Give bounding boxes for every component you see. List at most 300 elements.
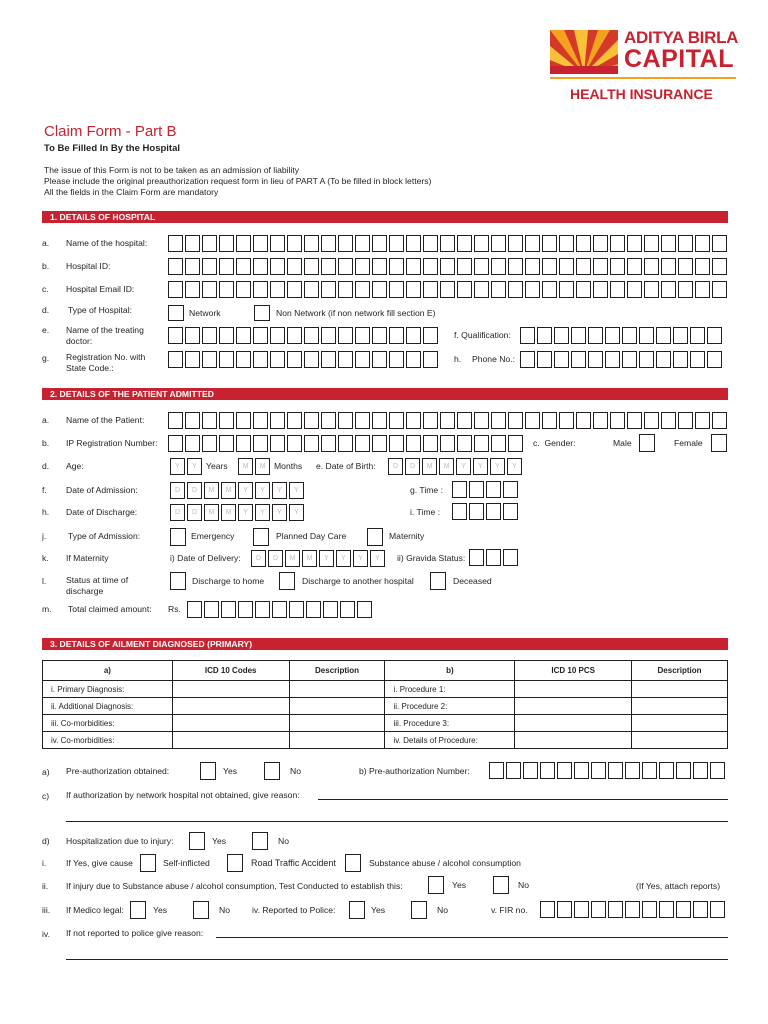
char-box[interactable] bbox=[557, 762, 572, 779]
char-box[interactable] bbox=[219, 235, 234, 252]
char-box[interactable] bbox=[219, 281, 234, 298]
char-box[interactable] bbox=[272, 601, 287, 618]
char-box[interactable]: M bbox=[238, 458, 253, 475]
char-box[interactable]: D bbox=[187, 504, 202, 521]
char-box[interactable] bbox=[576, 235, 591, 252]
reason-line-1[interactable] bbox=[318, 799, 728, 800]
char-box[interactable] bbox=[168, 435, 183, 452]
char-box[interactable] bbox=[593, 235, 608, 252]
char-box[interactable] bbox=[678, 281, 693, 298]
char-box[interactable] bbox=[372, 435, 387, 452]
char-box[interactable] bbox=[185, 327, 200, 344]
char-box[interactable] bbox=[559, 412, 574, 429]
char-box[interactable] bbox=[219, 258, 234, 275]
police-reason-line-1[interactable] bbox=[216, 937, 728, 938]
char-box[interactable] bbox=[474, 235, 489, 252]
char-box[interactable] bbox=[457, 435, 472, 452]
hospital-email-boxes[interactable] bbox=[168, 281, 729, 298]
char-box[interactable] bbox=[389, 412, 404, 429]
road-accident-checkbox[interactable] bbox=[227, 854, 243, 872]
test-yes-checkbox[interactable] bbox=[428, 876, 444, 894]
icd10pcs-cell[interactable] bbox=[515, 732, 632, 749]
char-box[interactable]: D bbox=[170, 482, 185, 499]
char-box[interactable] bbox=[656, 327, 671, 344]
char-box[interactable]: D bbox=[187, 482, 202, 499]
char-box[interactable] bbox=[503, 481, 518, 498]
char-box[interactable] bbox=[304, 435, 319, 452]
network-checkbox[interactable] bbox=[168, 305, 184, 321]
char-box[interactable] bbox=[661, 258, 676, 275]
male-checkbox[interactable] bbox=[639, 434, 655, 452]
char-box[interactable]: D bbox=[405, 458, 420, 475]
char-box[interactable] bbox=[712, 281, 727, 298]
char-box[interactable] bbox=[693, 762, 708, 779]
char-box[interactable] bbox=[542, 412, 557, 429]
char-box[interactable] bbox=[627, 235, 642, 252]
char-box[interactable] bbox=[270, 281, 285, 298]
injury-yes-checkbox[interactable] bbox=[189, 832, 205, 850]
char-box[interactable] bbox=[491, 258, 506, 275]
emergency-checkbox[interactable] bbox=[170, 528, 186, 546]
char-box[interactable] bbox=[236, 258, 251, 275]
char-box[interactable] bbox=[270, 327, 285, 344]
char-box[interactable] bbox=[253, 412, 268, 429]
char-box[interactable] bbox=[389, 235, 404, 252]
char-box[interactable] bbox=[219, 412, 234, 429]
claimed-amount-boxes[interactable] bbox=[187, 601, 374, 618]
char-box[interactable] bbox=[323, 601, 338, 618]
char-box[interactable] bbox=[491, 412, 506, 429]
char-box[interactable] bbox=[457, 235, 472, 252]
gravida-boxes[interactable] bbox=[469, 549, 520, 566]
char-box[interactable] bbox=[503, 549, 518, 566]
char-box[interactable] bbox=[673, 351, 688, 368]
char-box[interactable] bbox=[520, 327, 535, 344]
medico-legal-yes-checkbox[interactable] bbox=[130, 901, 146, 919]
char-box[interactable] bbox=[690, 351, 705, 368]
maternity-checkbox[interactable] bbox=[367, 528, 383, 546]
char-box[interactable] bbox=[678, 235, 693, 252]
char-box[interactable] bbox=[440, 258, 455, 275]
char-box[interactable] bbox=[338, 258, 353, 275]
char-box[interactable] bbox=[525, 281, 540, 298]
char-box[interactable] bbox=[168, 327, 183, 344]
char-box[interactable] bbox=[622, 351, 637, 368]
char-box[interactable] bbox=[627, 281, 642, 298]
char-box[interactable] bbox=[486, 549, 501, 566]
char-box[interactable] bbox=[185, 235, 200, 252]
char-box[interactable] bbox=[571, 327, 586, 344]
char-box[interactable] bbox=[707, 327, 722, 344]
registration-boxes[interactable] bbox=[168, 351, 440, 368]
char-box[interactable] bbox=[406, 235, 421, 252]
char-box[interactable] bbox=[474, 412, 489, 429]
char-box[interactable] bbox=[236, 435, 251, 452]
char-box[interactable] bbox=[306, 601, 321, 618]
char-box[interactable] bbox=[338, 351, 353, 368]
char-box[interactable] bbox=[676, 762, 691, 779]
char-box[interactable] bbox=[710, 901, 725, 918]
injury-no-checkbox[interactable] bbox=[252, 832, 268, 850]
char-box[interactable] bbox=[253, 351, 268, 368]
char-box[interactable] bbox=[695, 412, 710, 429]
char-box[interactable]: M bbox=[285, 550, 300, 567]
char-box[interactable] bbox=[321, 281, 336, 298]
char-box[interactable] bbox=[355, 351, 370, 368]
char-box[interactable] bbox=[627, 412, 642, 429]
char-box[interactable] bbox=[644, 258, 659, 275]
char-box[interactable] bbox=[340, 601, 355, 618]
char-box[interactable] bbox=[372, 281, 387, 298]
char-box[interactable] bbox=[610, 235, 625, 252]
char-box[interactable] bbox=[372, 258, 387, 275]
substance-abuse-checkbox[interactable] bbox=[345, 854, 361, 872]
char-box[interactable]: Y bbox=[289, 504, 304, 521]
doctor-name-boxes[interactable] bbox=[168, 327, 440, 344]
char-box[interactable]: M bbox=[221, 482, 236, 499]
police-no-checkbox[interactable] bbox=[411, 901, 427, 919]
char-box[interactable] bbox=[506, 762, 521, 779]
char-box[interactable] bbox=[202, 351, 217, 368]
char-box[interactable] bbox=[357, 601, 372, 618]
char-box[interactable] bbox=[588, 327, 603, 344]
char-box[interactable] bbox=[287, 412, 302, 429]
char-box[interactable] bbox=[559, 235, 574, 252]
char-box[interactable] bbox=[644, 412, 659, 429]
char-box[interactable] bbox=[520, 351, 535, 368]
char-box[interactable] bbox=[287, 258, 302, 275]
admission-date-boxes[interactable] bbox=[170, 482, 306, 499]
char-box[interactable] bbox=[661, 235, 676, 252]
char-box[interactable] bbox=[168, 235, 183, 252]
char-box[interactable]: Y bbox=[370, 550, 385, 567]
char-box[interactable] bbox=[642, 762, 657, 779]
char-box[interactable]: M bbox=[204, 482, 219, 499]
char-box[interactable] bbox=[593, 281, 608, 298]
char-box[interactable] bbox=[221, 601, 236, 618]
char-box[interactable] bbox=[338, 235, 353, 252]
char-box[interactable] bbox=[542, 258, 557, 275]
age-months-boxes[interactable] bbox=[238, 458, 272, 475]
char-box[interactable] bbox=[540, 901, 555, 918]
char-box[interactable] bbox=[627, 258, 642, 275]
medico-legal-no-checkbox[interactable] bbox=[193, 901, 209, 919]
char-box[interactable] bbox=[304, 327, 319, 344]
description-cell[interactable] bbox=[289, 732, 385, 749]
char-box[interactable] bbox=[489, 762, 504, 779]
char-box[interactable] bbox=[168, 412, 183, 429]
char-box[interactable]: D bbox=[268, 550, 283, 567]
char-box[interactable] bbox=[321, 412, 336, 429]
char-box[interactable] bbox=[622, 327, 637, 344]
char-box[interactable]: Y bbox=[456, 458, 471, 475]
char-box[interactable]: Y bbox=[473, 458, 488, 475]
hospital-name-boxes[interactable] bbox=[168, 235, 729, 252]
preauth-yes-checkbox[interactable] bbox=[200, 762, 216, 780]
char-box[interactable] bbox=[508, 435, 523, 452]
char-box[interactable] bbox=[559, 281, 574, 298]
char-box[interactable] bbox=[707, 351, 722, 368]
discharge-home-checkbox[interactable] bbox=[170, 572, 186, 590]
preauth-number-boxes[interactable] bbox=[489, 762, 727, 779]
char-box[interactable] bbox=[610, 412, 625, 429]
char-box[interactable] bbox=[639, 327, 654, 344]
char-box[interactable] bbox=[644, 235, 659, 252]
char-box[interactable] bbox=[406, 412, 421, 429]
char-box[interactable] bbox=[202, 327, 217, 344]
char-box[interactable] bbox=[588, 351, 603, 368]
char-box[interactable] bbox=[219, 327, 234, 344]
char-box[interactable] bbox=[469, 503, 484, 520]
char-box[interactable] bbox=[372, 412, 387, 429]
char-box[interactable] bbox=[270, 258, 285, 275]
char-box[interactable] bbox=[355, 258, 370, 275]
char-box[interactable] bbox=[457, 281, 472, 298]
char-box[interactable] bbox=[321, 258, 336, 275]
char-box[interactable]: Y bbox=[272, 504, 287, 521]
char-box[interactable] bbox=[304, 258, 319, 275]
char-box[interactable] bbox=[406, 281, 421, 298]
char-box[interactable]: Y bbox=[170, 458, 185, 475]
char-box[interactable] bbox=[253, 327, 268, 344]
char-box[interactable] bbox=[406, 327, 421, 344]
char-box[interactable] bbox=[338, 327, 353, 344]
char-box[interactable] bbox=[270, 235, 285, 252]
icd10-cell[interactable] bbox=[172, 681, 289, 698]
char-box[interactable] bbox=[525, 235, 540, 252]
description-cell[interactable] bbox=[632, 732, 728, 749]
char-box[interactable] bbox=[542, 281, 557, 298]
char-box[interactable] bbox=[389, 435, 404, 452]
char-box[interactable] bbox=[571, 351, 586, 368]
phone-boxes[interactable] bbox=[520, 351, 724, 368]
char-box[interactable]: Y bbox=[255, 504, 270, 521]
char-box[interactable] bbox=[202, 412, 217, 429]
char-box[interactable] bbox=[321, 235, 336, 252]
char-box[interactable] bbox=[661, 281, 676, 298]
char-box[interactable] bbox=[608, 901, 623, 918]
admission-time-boxes[interactable] bbox=[452, 481, 520, 498]
char-box[interactable] bbox=[537, 351, 552, 368]
char-box[interactable] bbox=[253, 258, 268, 275]
char-box[interactable] bbox=[423, 327, 438, 344]
char-box[interactable] bbox=[642, 901, 657, 918]
char-box[interactable] bbox=[491, 281, 506, 298]
char-box[interactable] bbox=[406, 351, 421, 368]
char-box[interactable] bbox=[676, 901, 691, 918]
self-inflicted-checkbox[interactable] bbox=[140, 854, 156, 872]
char-box[interactable] bbox=[168, 351, 183, 368]
char-box[interactable]: M bbox=[302, 550, 317, 567]
planned-day-care-checkbox[interactable] bbox=[253, 528, 269, 546]
char-box[interactable] bbox=[338, 412, 353, 429]
char-box[interactable]: Y bbox=[507, 458, 522, 475]
char-box[interactable]: D bbox=[251, 550, 266, 567]
char-box[interactable] bbox=[287, 435, 302, 452]
char-box[interactable] bbox=[659, 901, 674, 918]
char-box[interactable] bbox=[202, 235, 217, 252]
deceased-checkbox[interactable] bbox=[430, 572, 446, 590]
char-box[interactable] bbox=[187, 601, 202, 618]
char-box[interactable] bbox=[690, 327, 705, 344]
char-box[interactable] bbox=[508, 281, 523, 298]
char-box[interactable] bbox=[554, 351, 569, 368]
char-box[interactable]: Y bbox=[255, 482, 270, 499]
char-box[interactable] bbox=[202, 258, 217, 275]
char-box[interactable] bbox=[270, 435, 285, 452]
char-box[interactable] bbox=[710, 762, 725, 779]
char-box[interactable] bbox=[695, 258, 710, 275]
char-box[interactable] bbox=[389, 281, 404, 298]
char-box[interactable] bbox=[372, 351, 387, 368]
discharge-date-boxes[interactable] bbox=[170, 504, 306, 521]
char-box[interactable]: D bbox=[170, 504, 185, 521]
char-box[interactable]: M bbox=[439, 458, 454, 475]
char-box[interactable] bbox=[168, 281, 183, 298]
char-box[interactable] bbox=[605, 327, 620, 344]
char-box[interactable] bbox=[372, 235, 387, 252]
char-box[interactable] bbox=[289, 601, 304, 618]
char-box[interactable] bbox=[440, 235, 455, 252]
char-box[interactable] bbox=[355, 235, 370, 252]
char-box[interactable] bbox=[389, 258, 404, 275]
char-box[interactable] bbox=[236, 351, 251, 368]
char-box[interactable] bbox=[452, 481, 467, 498]
fir-number-boxes[interactable] bbox=[540, 901, 727, 918]
char-box[interactable] bbox=[712, 412, 727, 429]
char-box[interactable]: Y bbox=[238, 482, 253, 499]
qualification-boxes[interactable] bbox=[520, 327, 724, 344]
char-box[interactable] bbox=[605, 351, 620, 368]
char-box[interactable] bbox=[270, 351, 285, 368]
char-box[interactable] bbox=[452, 503, 467, 520]
char-box[interactable] bbox=[338, 281, 353, 298]
char-box[interactable] bbox=[608, 762, 623, 779]
test-no-checkbox[interactable] bbox=[493, 876, 509, 894]
char-box[interactable] bbox=[591, 762, 606, 779]
char-box[interactable] bbox=[236, 327, 251, 344]
char-box[interactable] bbox=[542, 235, 557, 252]
char-box[interactable] bbox=[625, 901, 640, 918]
dob-boxes[interactable] bbox=[388, 458, 524, 475]
char-box[interactable] bbox=[474, 435, 489, 452]
char-box[interactable] bbox=[554, 327, 569, 344]
description-cell[interactable] bbox=[632, 698, 728, 715]
char-box[interactable] bbox=[255, 601, 270, 618]
char-box[interactable] bbox=[304, 235, 319, 252]
preauth-no-checkbox[interactable] bbox=[264, 762, 280, 780]
char-box[interactable] bbox=[355, 435, 370, 452]
char-box[interactable]: M bbox=[221, 504, 236, 521]
delivery-date-boxes[interactable] bbox=[251, 550, 387, 567]
char-box[interactable] bbox=[238, 601, 253, 618]
char-box[interactable] bbox=[236, 235, 251, 252]
char-box[interactable] bbox=[503, 503, 518, 520]
char-box[interactable]: Y bbox=[336, 550, 351, 567]
char-box[interactable] bbox=[423, 435, 438, 452]
icd10-cell[interactable] bbox=[172, 732, 289, 749]
char-box[interactable]: Y bbox=[319, 550, 334, 567]
char-box[interactable] bbox=[270, 412, 285, 429]
char-box[interactable] bbox=[355, 412, 370, 429]
char-box[interactable] bbox=[440, 435, 455, 452]
char-box[interactable]: D bbox=[388, 458, 403, 475]
char-box[interactable] bbox=[469, 549, 484, 566]
icd10-cell[interactable] bbox=[172, 715, 289, 732]
char-box[interactable] bbox=[406, 435, 421, 452]
char-box[interactable] bbox=[185, 435, 200, 452]
char-box[interactable]: Y bbox=[187, 458, 202, 475]
char-box[interactable] bbox=[219, 435, 234, 452]
char-box[interactable] bbox=[253, 435, 268, 452]
police-reason-line-2[interactable] bbox=[66, 959, 728, 960]
char-box[interactable] bbox=[185, 258, 200, 275]
char-box[interactable] bbox=[486, 503, 501, 520]
char-box[interactable] bbox=[593, 258, 608, 275]
char-box[interactable] bbox=[304, 412, 319, 429]
char-box[interactable] bbox=[406, 258, 421, 275]
char-box[interactable] bbox=[574, 762, 589, 779]
char-box[interactable]: Y bbox=[353, 550, 368, 567]
char-box[interactable] bbox=[321, 351, 336, 368]
char-box[interactable] bbox=[491, 235, 506, 252]
char-box[interactable] bbox=[389, 327, 404, 344]
char-box[interactable] bbox=[678, 258, 693, 275]
char-box[interactable] bbox=[525, 258, 540, 275]
char-box[interactable] bbox=[202, 281, 217, 298]
char-box[interactable] bbox=[593, 412, 608, 429]
char-box[interactable] bbox=[287, 327, 302, 344]
reason-line-2[interactable] bbox=[66, 821, 728, 822]
char-box[interactable] bbox=[457, 258, 472, 275]
description-cell[interactable] bbox=[632, 681, 728, 698]
hospital-id-boxes[interactable] bbox=[168, 258, 729, 275]
char-box[interactable] bbox=[491, 435, 506, 452]
char-box[interactable] bbox=[287, 281, 302, 298]
char-box[interactable] bbox=[659, 762, 674, 779]
description-cell[interactable] bbox=[632, 715, 728, 732]
char-box[interactable] bbox=[712, 235, 727, 252]
char-box[interactable] bbox=[625, 762, 640, 779]
char-box[interactable]: Y bbox=[490, 458, 505, 475]
char-box[interactable] bbox=[508, 258, 523, 275]
char-box[interactable] bbox=[557, 901, 572, 918]
char-box[interactable] bbox=[423, 351, 438, 368]
char-box[interactable] bbox=[540, 762, 555, 779]
char-box[interactable] bbox=[678, 412, 693, 429]
char-box[interactable] bbox=[610, 258, 625, 275]
discharge-time-boxes[interactable] bbox=[452, 503, 520, 520]
char-box[interactable] bbox=[559, 258, 574, 275]
char-box[interactable] bbox=[656, 351, 671, 368]
char-box[interactable] bbox=[321, 435, 336, 452]
char-box[interactable] bbox=[574, 901, 589, 918]
char-box[interactable] bbox=[304, 281, 319, 298]
char-box[interactable]: M bbox=[255, 458, 270, 475]
patient-name-boxes[interactable] bbox=[168, 412, 729, 429]
char-box[interactable] bbox=[508, 412, 523, 429]
char-box[interactable] bbox=[673, 327, 688, 344]
description-cell[interactable] bbox=[289, 681, 385, 698]
char-box[interactable] bbox=[236, 412, 251, 429]
char-box[interactable] bbox=[523, 762, 538, 779]
female-checkbox[interactable] bbox=[711, 434, 727, 452]
age-years-boxes[interactable] bbox=[170, 458, 204, 475]
char-box[interactable] bbox=[525, 412, 540, 429]
char-box[interactable] bbox=[168, 258, 183, 275]
char-box[interactable] bbox=[474, 281, 489, 298]
char-box[interactable] bbox=[204, 601, 219, 618]
